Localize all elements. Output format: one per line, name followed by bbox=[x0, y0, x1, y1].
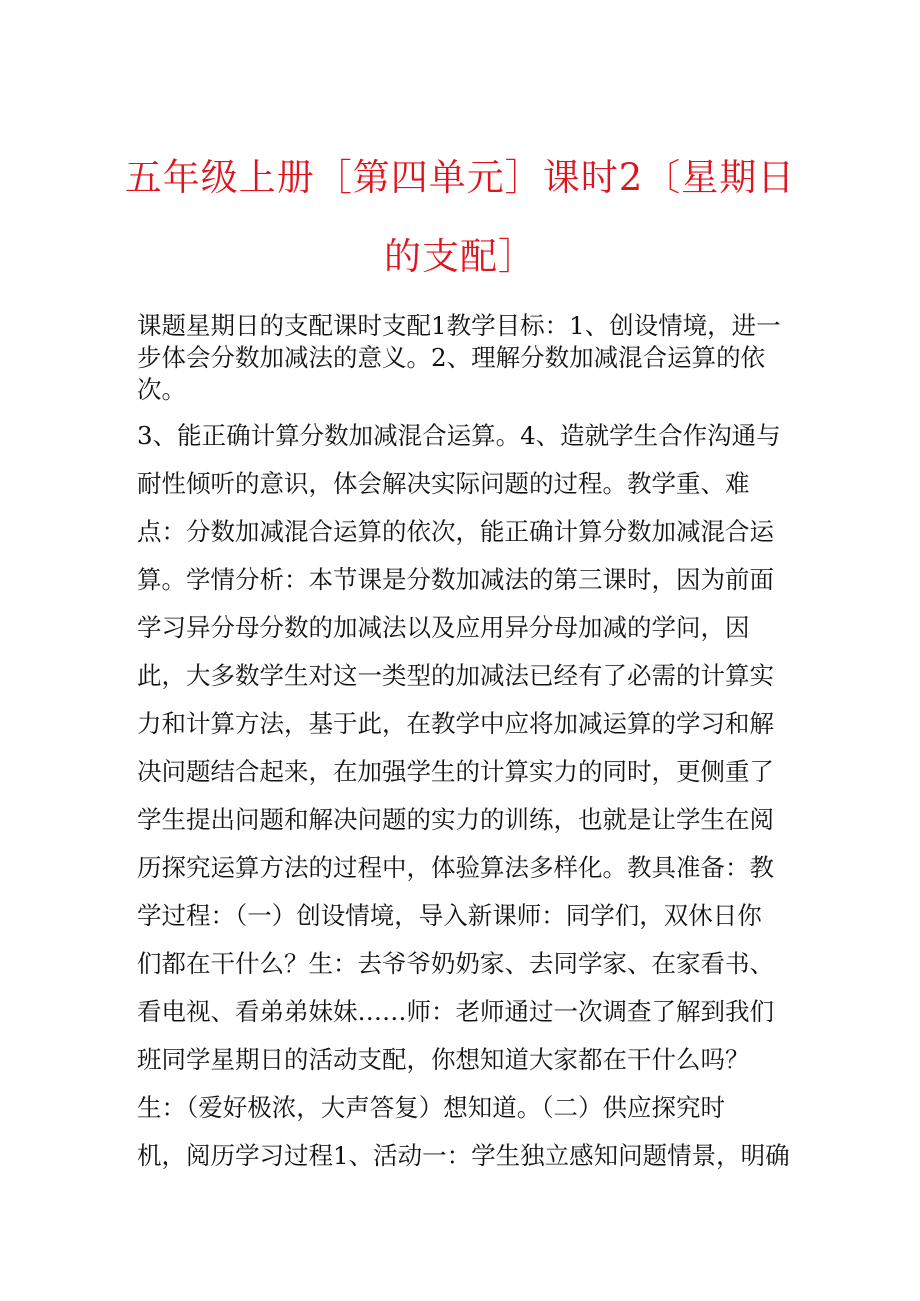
body-line-7: 算。学情分析：本节课是分数加减法的第三课时，因为前面 bbox=[137, 565, 774, 594]
body-line-8: 学习异分母分数的加减法以及应用异分母加减的学问，因 bbox=[137, 613, 750, 642]
body-line-10: 力和计算方法，基于此，在教学中应将加减运算的学习和解 bbox=[137, 709, 774, 738]
body-line-12: 学生提出问题和解决问题的实力的训练，也就是让学生在阅 bbox=[137, 805, 774, 834]
body-line-2: 步体会分数加减法的意义。2、理解分数加减混合运算的依 bbox=[137, 343, 766, 372]
body-line-5: 耐性倾听的意识，体会解决实际问题的过程。教学重、难 bbox=[137, 469, 750, 498]
document-title-line-1: 五年级上册［第四单元］课时2〔星期日 bbox=[124, 156, 796, 199]
body-line-15: 们都在干什么？生：去爷爷奶奶家、去同学家、在家看书、 bbox=[137, 949, 774, 978]
body-line-11: 决问题结合起来，在加强学生的计算实力的同时，更侧重了 bbox=[137, 757, 774, 786]
body-line-3: 次。 bbox=[137, 375, 186, 404]
body-line-4: 3、能正确计算分数加减混合运算。4、造就学生合作沟通与 bbox=[137, 421, 781, 450]
body-line-14: 学过程：（一）创设情境，导入新课师：同学们，双休日你 bbox=[137, 901, 762, 930]
document-title-line-2: 的支配］ bbox=[384, 235, 536, 278]
body-line-19: 机，阅历学习过程1、活动一：学生独立感知问题情景，明确 bbox=[137, 1141, 790, 1170]
body-line-16: 看电视、看弟弟妹妹……师：老师通过一次调查了解到我们 bbox=[137, 997, 774, 1026]
body-line-18: 生：（爱好极浓，大声答复）想知道。（二）供应探究时 bbox=[137, 1093, 725, 1122]
body-line-13: 历探究运算方法的过程中，体验算法多样化。教具准备：教 bbox=[137, 853, 774, 882]
body-line-1: 课题星期日的支配课时支配1教学目标：1、创设情境，进一 bbox=[137, 311, 781, 340]
body-line-17: 班同学星期日的活动支配，你想知道大家都在干什么吗？ bbox=[137, 1045, 750, 1074]
body-line-9: 此，大多数学生对这一类型的加减法已经有了必需的计算实 bbox=[137, 661, 774, 690]
body-line-6: 点：分数加减混合运算的依次，能正确计算分数加减混合运 bbox=[137, 517, 774, 546]
